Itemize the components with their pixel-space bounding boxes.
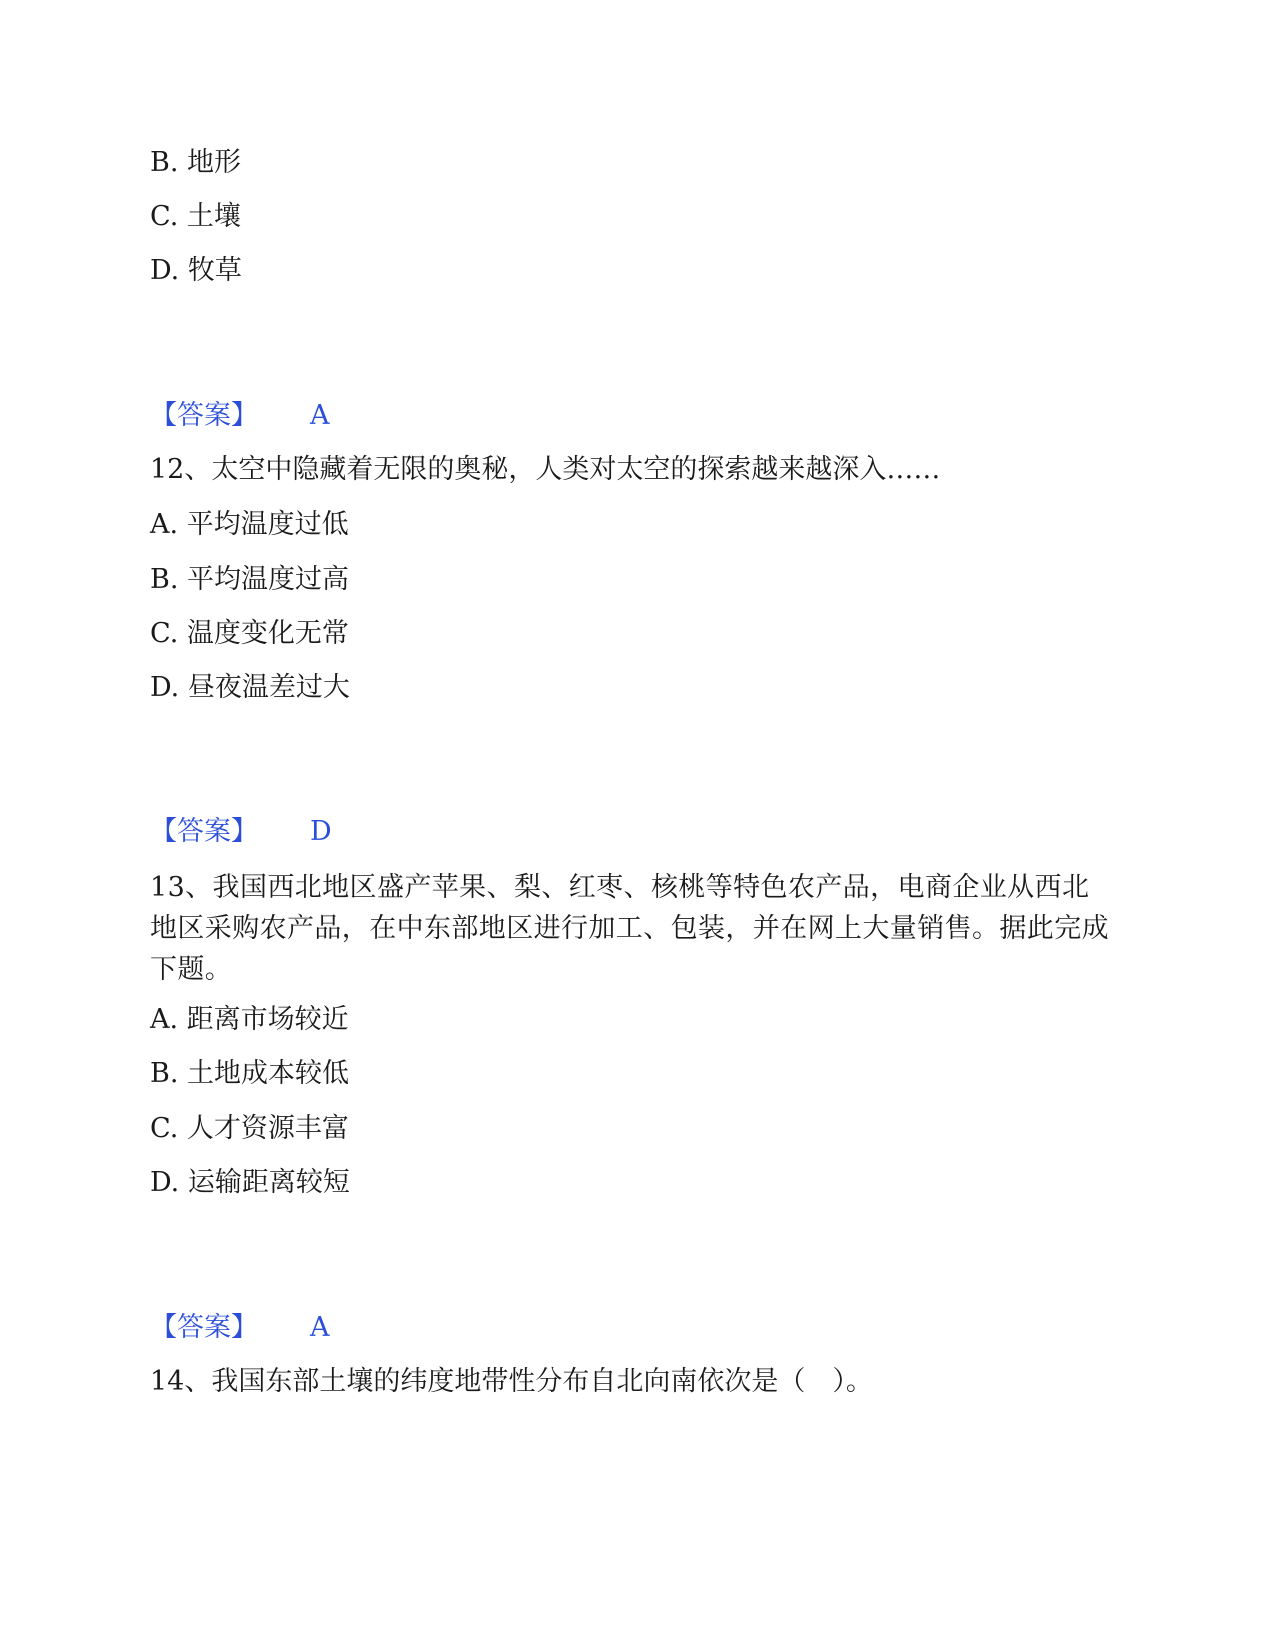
answer-label: 【答案】	[150, 816, 258, 847]
q11-option-b: B. 地形	[150, 147, 242, 178]
q11-answer	[150, 396, 330, 436]
q13-option-c: C. 人才资源丰富	[150, 1113, 349, 1144]
q11-option-d: D. 牧草	[150, 255, 242, 286]
q12-option-b: B. 平均温度过高	[150, 564, 350, 595]
q14-question: 14、我国东部土壤的纬度地带性分布自北向南依次是（ ）。	[150, 1366, 873, 1397]
q12-option-c: C. 温度变化无常	[150, 618, 349, 649]
answer-label: 【答案】	[150, 1312, 258, 1343]
q13-option-b: B. 土地成本较低	[150, 1058, 350, 1089]
answer-value: A	[310, 400, 330, 431]
answer-value: D	[310, 816, 332, 847]
q12-question: 12、太空中隐藏着无限的奥秘，人类对太空的探索越来越深入……	[150, 454, 941, 485]
q11-option-c: C. 土壤	[150, 201, 241, 232]
q13-option-a: A. 距离市场较近	[150, 1004, 349, 1035]
q13-option-d: D. 运输距离较短	[150, 1167, 350, 1198]
answer-label: 【答案】	[150, 400, 258, 431]
answer-value: A	[310, 1312, 330, 1343]
q12-answer	[150, 812, 332, 852]
q12-option-a: A. 平均温度过低	[150, 509, 349, 540]
q13-question: 13、我国西北地区盛产苹果、梨、红枣、核桃等特色农产品，电商企业从西北地区采购农产品，在中东部地区进行加工、包装，并在网上大量销售。据此完成下题。	[150, 872, 1109, 985]
q12-option-d: D. 昼夜温差过大	[150, 672, 350, 703]
q13-answer	[150, 1308, 330, 1348]
